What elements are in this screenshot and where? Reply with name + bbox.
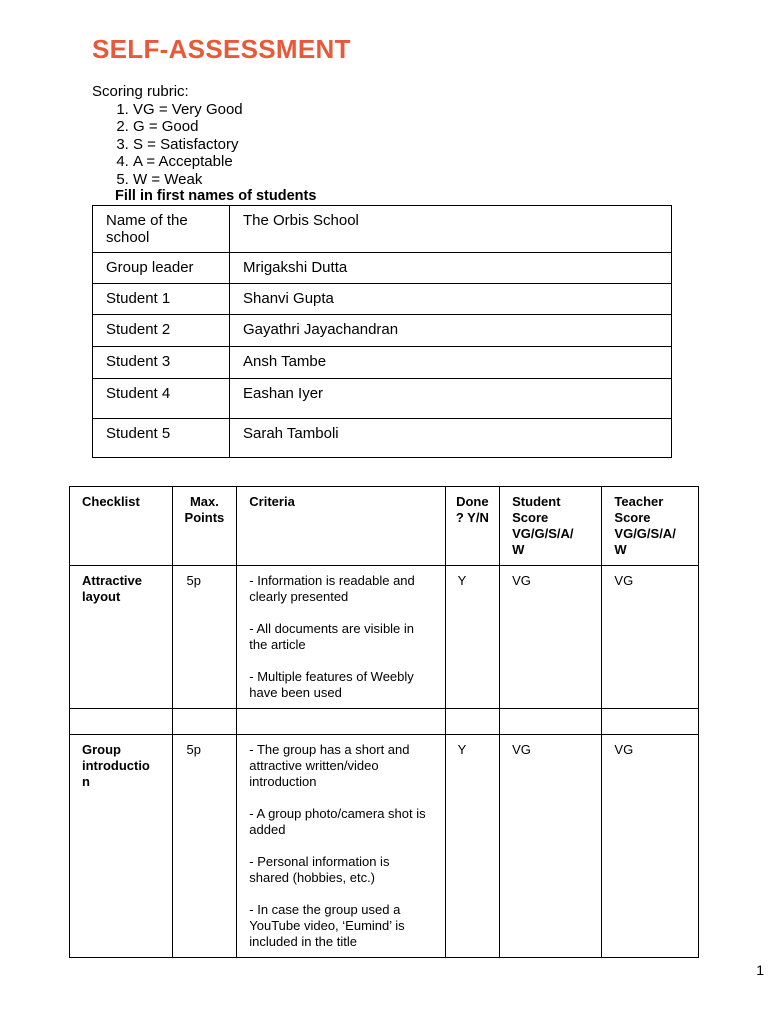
table-row: [93, 206, 672, 253]
info-value: Ansh Tambe: [230, 347, 672, 379]
category-cell: Attractive layout: [70, 566, 173, 709]
empty-cell: [602, 709, 699, 735]
empty-cell: [172, 709, 237, 735]
info-label: Student 5: [93, 419, 230, 458]
rubric-item: 5. W = Weak: [133, 171, 316, 189]
info-value: Gayathri Jayachandran: [230, 315, 672, 347]
criteria-item: - Personal information is shared (hobbies, etc.): [249, 854, 390, 885]
header-teacher-score: Teacher Score VG/G/S/A/ W: [602, 487, 699, 566]
rubric-list: [92, 101, 316, 189]
scoring-rubric: [92, 83, 316, 206]
rubric-heading: Scoring rubric:: [92, 83, 189, 100]
points-cell: 5p: [172, 566, 237, 709]
info-label: Student 3: [93, 347, 230, 379]
page-title: SELF-ASSESSMENT: [92, 34, 351, 64]
fill-instruction: Fill in first names of students: [115, 188, 317, 204]
empty-cell: [445, 709, 500, 735]
student-info-table: [92, 205, 672, 458]
criteria-item: - The group has a short and attractive written/video introduction: [249, 742, 410, 789]
info-label: Student 1: [93, 284, 230, 315]
info-value: Sarah Tamboli: [230, 419, 672, 458]
criteria-item: - Information is readable and clearly presented: [249, 573, 415, 604]
table-row: [93, 347, 672, 379]
info-value: Mrigakshi Dutta: [230, 253, 672, 284]
empty-row: [70, 709, 699, 735]
points-cell: 5p: [172, 735, 237, 958]
criteria-item: - Multiple features of Weebly have been used: [249, 669, 414, 700]
table-row: [93, 379, 672, 419]
teacher-score-cell: VG: [602, 735, 699, 958]
header-max-points: Max. Points: [172, 487, 237, 566]
header-done: Done ? Y/N: [445, 487, 500, 566]
empty-cell: [237, 709, 445, 735]
info-label: Name of the school: [93, 206, 230, 253]
student-score-cell: VG: [500, 566, 602, 709]
checklist-table: [69, 486, 699, 958]
table-row: [93, 253, 672, 284]
criteria-item: - All documents are visible in the article: [249, 621, 415, 652]
info-value: Shanvi Gupta: [230, 284, 672, 315]
criteria-item: - In case the group used a YouTube video, ‘Eumind’ is included in the title: [249, 902, 405, 949]
rubric-item: 3. S = Satisfactory: [133, 136, 316, 154]
criteria-item: - A group photo/camera shot is added: [249, 806, 426, 837]
criteria-cell: [237, 566, 445, 709]
header-criteria: Criteria: [237, 487, 445, 566]
table-row: [93, 284, 672, 315]
table-row: [70, 566, 699, 709]
info-label: Student 4: [93, 379, 230, 419]
info-label: Group leader: [93, 253, 230, 284]
info-value: Eashan Iyer: [230, 379, 672, 419]
header-checklist: Checklist: [70, 487, 173, 566]
table-row: [93, 315, 672, 347]
done-cell: Y: [445, 566, 500, 709]
table-header-row: [70, 487, 699, 566]
rubric-item: 1. VG = Very Good: [133, 101, 316, 119]
rubric-item: 4. A = Acceptable: [133, 153, 316, 171]
empty-cell: [500, 709, 602, 735]
empty-cell: [70, 709, 173, 735]
table-row: [70, 735, 699, 958]
header-student-score: Student Score VG/G/S/A/ W: [500, 487, 602, 566]
page-number: 1: [756, 962, 764, 978]
table-row: [93, 419, 672, 458]
category-cell: Group introductio n: [70, 735, 173, 958]
done-cell: Y: [445, 735, 500, 958]
student-score-cell: VG: [500, 735, 602, 958]
teacher-score-cell: VG: [602, 566, 699, 709]
rubric-item: 2. G = Good: [133, 118, 316, 136]
criteria-cell: [237, 735, 445, 958]
info-label: Student 2: [93, 315, 230, 347]
info-value: The Orbis School: [230, 206, 672, 253]
